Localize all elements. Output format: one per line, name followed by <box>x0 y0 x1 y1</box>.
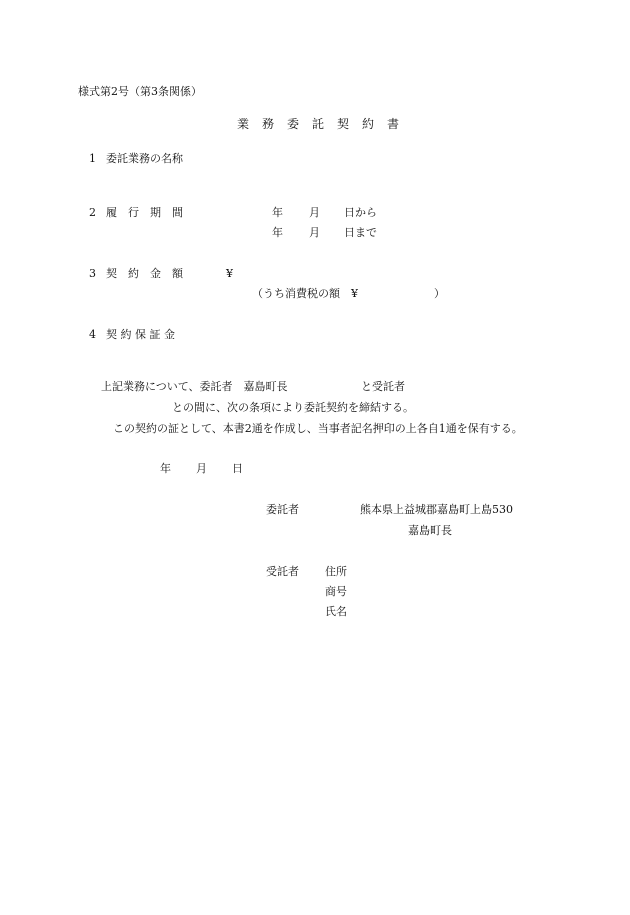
consignee-trade-name-label: 商号 <box>325 585 347 598</box>
body-line1-a: 上記業務について、委託者 嘉島町長 <box>101 380 288 393</box>
date-month: 月 <box>196 462 207 475</box>
date-day: 日 <box>232 462 243 475</box>
item3-label: 契 約 金 額 <box>106 267 183 280</box>
item1-number: 1 <box>89 152 96 165</box>
contract-amount-yen: ¥ <box>226 267 233 280</box>
item2-number: 2 <box>89 206 96 219</box>
body-line1-b: と受託者 <box>361 380 405 393</box>
date-year: 年 <box>160 462 171 475</box>
body-line3: この契約の証として、本書2通を作成し、当事者記名押印の上各自1通を保有する。 <box>113 422 523 435</box>
document-title: 業 務 委 託 契 約 書 <box>237 117 400 131</box>
consignor-address: 熊本県上益城郡嘉島町上島530 <box>360 503 513 516</box>
tax-amount-close: ） <box>434 287 445 300</box>
item1-label: 委託業務の名称 <box>106 152 183 165</box>
consignor-label: 委託者 <box>266 503 299 516</box>
period-end-month: 月 <box>309 226 320 239</box>
consignee-name-label: 氏名 <box>325 605 347 618</box>
period-start-day: 日から <box>344 206 377 219</box>
item2-label: 履 行 期 間 <box>106 206 183 219</box>
consignor-title: 嘉島町長 <box>408 524 452 537</box>
period-end-day: 日まで <box>344 226 377 239</box>
item4-label: 契 約 保 証 金 <box>106 328 175 341</box>
tax-amount-open: （うち消費税の額 ¥ <box>252 287 358 300</box>
item4-number: 4 <box>89 328 96 341</box>
body-line2: との間に、次の条項により委託契約を締結する。 <box>172 401 414 414</box>
consignee-label: 受託者 <box>266 565 299 578</box>
period-start-month: 月 <box>309 206 320 219</box>
period-start-year: 年 <box>272 206 283 219</box>
form-label: 様式第2号（第3条関係） <box>78 85 202 98</box>
period-end-year: 年 <box>272 226 283 239</box>
item3-number: 3 <box>89 267 96 280</box>
consignee-address-label: 住所 <box>325 565 347 578</box>
